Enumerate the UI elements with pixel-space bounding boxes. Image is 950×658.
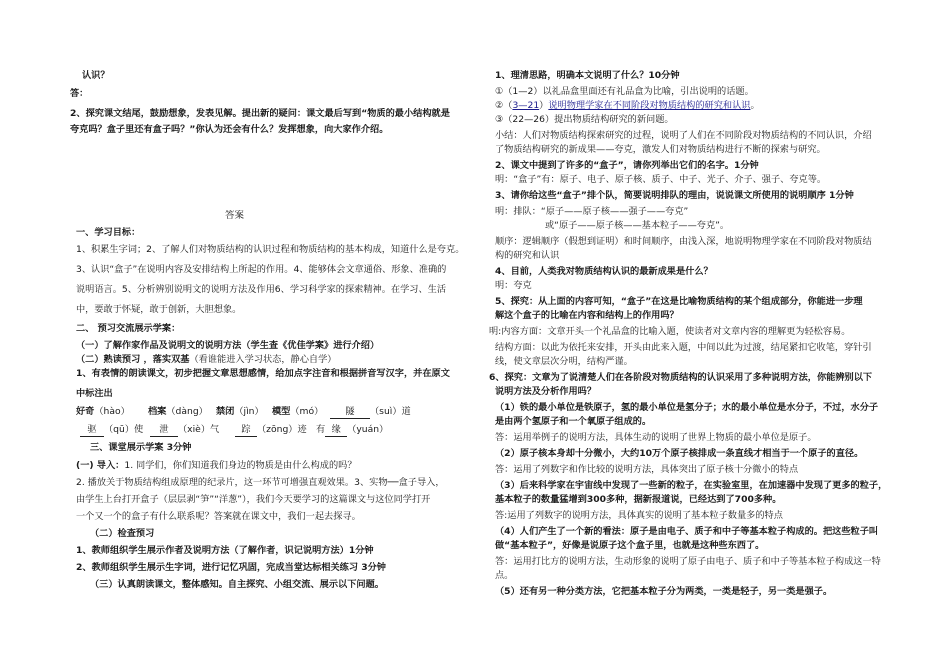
task-line: 中标注出 <box>76 388 113 399</box>
answer-line: 答:运用了列数字的说明方法，具体真实的说明了基本粒子数量多的特点 <box>495 510 783 521</box>
vocab-item <box>80 424 143 437</box>
task-line: 2、教师组织学生展示生字词，进行记忆巩固，完成当堂达标相关练习 3分钟 <box>76 562 386 573</box>
subsection-heading <box>76 354 336 366</box>
vocab-item <box>76 406 130 418</box>
paragraph-line <box>76 460 357 472</box>
vocab-word: 好奇 <box>76 406 95 417</box>
example-line: 是由两个氢原子和一个氧原子组成的。 <box>495 416 652 427</box>
subsection-bold: （二）熟读预习 ，落实双基 <box>76 354 190 365</box>
vocab-suffix: 使 <box>134 424 144 435</box>
vocab-item <box>235 424 307 437</box>
question-heading: 5、探究：从上面的内容可知，“盒子”在这是比喻物质结构的某个组成部分，你能进一步理 <box>495 296 863 307</box>
paragraph-line: 说明语言。5、分析辨别说明文的说明方法及作用6、学习科学家的探索精神。在学习、生活 <box>76 284 447 295</box>
section-heading: 三、课堂展示学案 3分钟 <box>90 442 192 453</box>
vocab-prefix: 有 <box>316 424 326 435</box>
intro-text: 1. 同学们，你们知道我们身边的物质是由什么构成的吗？ <box>124 460 357 471</box>
vocab-item <box>216 406 264 418</box>
paragraph-line: 3、认识“盒子”在说明内容及安排结构上所起的作用。4、能够体会文章通俗、形象、准确的 <box>76 264 447 275</box>
subsection-heading: （一）了解作家作品及说明文的说明方法（学生查《优佳学案》进行介绍） <box>76 340 380 351</box>
answer-line: 明：“盒子”有：原子、电子、原子核、质子、中子、光子、介子、强子、夸克等。 <box>495 174 827 185</box>
outline-marker: 。 <box>750 100 760 111</box>
answer-line: 明:内容方面：文章开头一个礼品盒的比喻入题，使读者对文章内容的理解更为轻松容易。 <box>489 326 851 337</box>
answer-line: 构的研究和认识 <box>495 250 560 261</box>
outline-line <box>495 100 760 112</box>
vocab-pinyin: （suì） <box>370 406 402 417</box>
paragraph-line: 2. 播放关于物质结构组成原理的纪录片，这一环节可增强直观效果。3、实物──盒子导入， <box>76 477 445 488</box>
answer-line: 线，使文章层次分明，结构严谨。 <box>495 356 633 367</box>
task-line: 1、教师组织学生展示作者及说明方法（了解作者，识记说明方法）1分钟 <box>76 545 374 556</box>
question-line: 夸克吗？盒子里还有盒子吗？”你认为还会有什么？发挥想象，向大家作介绍。 <box>70 124 389 135</box>
vocab-suffix: 道 <box>401 406 411 417</box>
subsection-heading: （二）检查预习 <box>90 528 155 539</box>
answer-line: 答：运用了列数字和作比较的说明方法，具体突出了原子核十分微小的特点 <box>495 464 799 475</box>
answer-line: 答：运用打比方的说明方法，生动形象的说明了原子由电子、质子和中子等基本粒子构成这一特 <box>495 556 881 567</box>
vocab-suffix: 迹 <box>297 424 307 435</box>
vocab-item <box>330 406 411 419</box>
vocab-blank: 隧 <box>330 406 370 419</box>
vocab-item <box>272 406 323 418</box>
answer-line: 顺序：逻辑顺序（假想到证明）和时间顺序，由浅入深，地说明物理学家在不同阶段对物质结 <box>495 236 872 247</box>
paragraph-line: 由学生上台打开盒子（层层剥“笋”“洋葱”），我们今天要学习的这篇课文与这位同学打开 <box>76 494 431 505</box>
question-heading: 2、课文中提到了许多的“盒子”，请你列举出它们的名字。1分钟 <box>495 160 759 171</box>
subsection-note: （看谁能进入学习状态，静心自学） <box>189 354 337 365</box>
vocab-pinyin: （hào） <box>94 406 130 417</box>
task-line: （三）认真朗读课文，整体感知。自主探究、小组交流、展示以下问题。 <box>90 579 384 590</box>
vocab-blank: 缘 <box>325 424 347 437</box>
right-column <box>475 0 950 658</box>
outline-line: ①（1—2）以礼品盒里面还有礼品盒为比喻，引出说明的话题。 <box>495 86 754 97</box>
paragraph-line: 一个又一个的盒子有什么联系呢？答案就在课文中，我们一起去探寻。 <box>76 511 361 522</box>
outline-marker: ） <box>539 100 549 111</box>
example-line: （2）原子核本身却十分微小，大约10万个原子核排成一条直线才相当于一个原子的直径。 <box>495 448 864 459</box>
outline-line: ③（22—26）提出物质结构研究的新问题。 <box>495 114 674 125</box>
question-heading: 6、探究：文章为了说清楚人们在各阶段对物质结构的认识采用了多种说明方法，你能辨别以下 <box>489 372 873 383</box>
vocab-pinyin: （zōng） <box>257 424 298 435</box>
answer-line: 或“原子——原子核——基本粒子——夸克”。 <box>545 220 730 231</box>
example-line: （3）后来科学家在宇宙线中发现了一些新的粒子，在实验室里，在加速器中发现了更多的粒子， <box>495 480 888 491</box>
answer-line: 明：夸克 <box>495 280 532 291</box>
vocab-pinyin: （qū） <box>104 424 135 435</box>
vocab-pinyin: （xiè） <box>178 424 211 435</box>
intro-label: (一) 导入： <box>76 460 125 471</box>
vocab-suffix: 气 <box>210 424 220 435</box>
vocab-item <box>148 406 208 418</box>
vocab-pinyin: （jìn） <box>234 406 264 417</box>
vocab-blank: 驱 <box>80 424 104 437</box>
answer-label: 答： <box>70 88 89 99</box>
answer-line: 结构方面：以此为依托来安排，开头由此来入题，中间以此为过渡，结尾紧扣它收笔，穿针引 <box>495 342 872 353</box>
outline-summary: 说明物理学家在不同阶段对物质结构的研究和认识 <box>548 100 751 111</box>
vocab-item <box>150 424 219 437</box>
vocab-pinyin: （yuán） <box>347 424 389 435</box>
task-line: 1、有表情的朗读课文，初步把握文章思想感情，给加点字注音和根据拼音写汉字，并在原文 <box>76 368 450 379</box>
vocab-pinyin: （mó） <box>290 406 324 417</box>
question-heading: 解这个盒子的比喻在内容和结构上的作用吗？ <box>495 310 679 321</box>
question-heading: 1、理清思路，明确本文说明了什么？10分钟 <box>495 70 680 81</box>
answer-section-title: 答案 <box>225 210 245 221</box>
example-line: 做“基本粒子”，好像是说原子这个盒子里，也就是这种些东西了。 <box>495 540 765 551</box>
vocab-word: 档案 <box>148 406 167 417</box>
vocab-item <box>316 424 388 437</box>
outline-marker: ②（ <box>495 100 513 111</box>
answer-line: 点。 <box>495 570 514 581</box>
text-line: 认识？ <box>82 70 110 81</box>
section-heading: 二、 预习交流展示学案： <box>76 323 181 334</box>
vocab-pinyin: （dàng） <box>166 406 208 417</box>
question-heading: 4、目前，人类我对物质结构认识的最新成果是什么？ <box>495 266 713 277</box>
question-line: 2、探究课文结尾，鼓励想象，发表见解。提出新的疑问：课文最后写到“物质的最小结构就是 <box>70 108 450 119</box>
vocab-blank: 泄 <box>150 424 178 437</box>
vocab-blank: 踪 <box>235 424 257 437</box>
vocab-word: 模型 <box>272 406 291 417</box>
question-heading: 3、请你给这些“盒子”排个队，简要说明排队的理由，说说课文所使用的说明顺序 1分钟 <box>495 190 854 201</box>
summary-line: 小结：人们对物质结构探索研究的过程，说明了人们在不同阶段对物质结构的不同认识，介绍 <box>495 130 872 141</box>
summary-line: 了物质结构研究的新成果——夸克，激发人们对物质结构进行不断的探索与研究。 <box>495 144 826 155</box>
paragraph-line: 中，要敢于怀疑，敢于创新，大胆想象。 <box>76 304 242 315</box>
question-heading: 说明方法及分析作用吗？ <box>495 386 597 397</box>
example-line: 基本粒子的数量猛增到300多种，据新报道说，已经达到了700多种。 <box>495 494 782 505</box>
example-line: （4）人们产生了一个新的看法：原子是由电子、质子和中子等基本粒子构成的。把这些粒子叫 <box>495 526 879 537</box>
section-heading: 一、学习目标： <box>76 227 141 238</box>
answer-line: 答：运用举例子的说明方法，具体生动的说明了世界上物质的最小单位是原子。 <box>495 432 817 443</box>
outline-range: 3—21 <box>512 100 540 111</box>
example-line: （1）铁的最小单位是铁原子，氢的最小单位是氢分子；水的最小单位是水分子，不过，水分子 <box>495 402 879 413</box>
answer-line: 明：排队：“原子——原子核——强子——夸克” <box>495 206 689 217</box>
paragraph-line: 1、积累生字词；2、了解人们对物质结构的认识过程和物质结构的基本构成，知道什么是夸克。 <box>76 244 465 255</box>
example-line: （5）还有另一种分类方法，它把基本粒子分为两类，一类是轻子，另一类是强子。 <box>495 586 833 597</box>
vocab-word: 禁闭 <box>216 406 235 417</box>
